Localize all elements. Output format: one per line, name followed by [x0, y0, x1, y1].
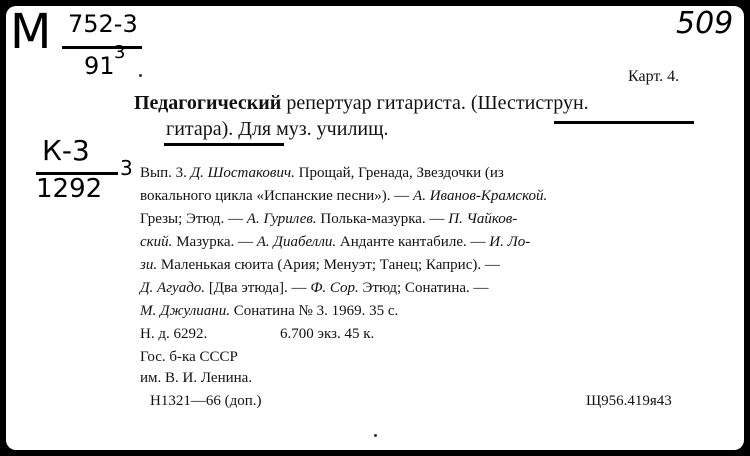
contents-fragment: ский. [140, 234, 173, 250]
contents-fragment: Этюд; Сонатина. — [358, 280, 489, 296]
classification-code: Щ956.419я43 [586, 393, 672, 409]
contents-fragment: Д. Агуадо. [140, 280, 206, 296]
contents-fragment: П. Чайков- [448, 211, 518, 227]
card-code: Н1321—66 (доп.) [150, 393, 262, 409]
contents-fragment: Вып. 3. [140, 165, 191, 181]
contents-fragment: Грезы; Этюд. — [140, 211, 247, 227]
title-underline-right [554, 121, 694, 124]
handwritten-shelf-number: 752-3 [68, 10, 138, 38]
library-line-1: Гос. б-ка СССР [140, 349, 238, 365]
ink-dot [139, 74, 142, 77]
title-line-1 [134, 92, 589, 115]
handwritten-letter: М [10, 6, 52, 60]
handwritten-sub-number: 91 [84, 52, 115, 80]
title-rest: репертуар гитариста. (Шестиструн. [286, 92, 589, 114]
contents-fragment: А. Диабелли. [256, 234, 337, 250]
ink-dot-bottom [374, 434, 377, 437]
contents-fragment: М. Джулиани. [140, 303, 230, 319]
library-line-2: им. В. И. Ленина. [140, 370, 253, 386]
contents-fragment: Полька-мазурка. — [316, 211, 449, 227]
title-bold: Педагогический [134, 92, 282, 114]
contents-fragment: И. Ло- [489, 234, 531, 250]
contents-line [140, 254, 700, 277]
contents-line [140, 162, 700, 185]
title-underline-left [164, 143, 284, 146]
contents-fragment: зи. [140, 257, 158, 273]
card-number: Карт. 4. [628, 68, 680, 85]
contents-fragment: Маленькая сюита (Ария; Менуэт; Танец; Каприс). — [157, 257, 500, 273]
contents-fragment: вокального цикла «Испанские песни»). — [140, 188, 414, 204]
contents-line [140, 277, 700, 300]
handwritten-code-top: К-3 [42, 134, 90, 167]
handwritten-code-bottom: 1292 [36, 174, 103, 204]
contents-line [140, 208, 700, 231]
handwritten-code-sup: 3 [120, 156, 133, 180]
contents-fragment: Мазурка. — [172, 234, 257, 250]
handwritten-fraction-bar [62, 46, 142, 49]
contents-line [140, 185, 700, 208]
contents-fragment: Сонатина № 3. 1969. 35 с. [229, 303, 399, 319]
copies-price: 6.700 экз. 45 к. [280, 326, 375, 342]
handwritten-page-number: 509 [676, 6, 734, 41]
contents-line [140, 231, 700, 254]
contents-fragment: Д. Шостакович. [190, 165, 295, 181]
order-number: Н. д. 6292. [140, 326, 208, 342]
contents-fragment: Прощай, Гренада, Звездочки (из [294, 165, 504, 181]
catalog-card [6, 6, 744, 450]
contents-fragment: Ф. Сор. [310, 280, 359, 296]
contents-fragment: [Два этюда]. — [205, 280, 311, 296]
handwritten-sup-number: 3 [114, 42, 126, 63]
contents-fragment: А. Иванов-Крамской. [413, 188, 548, 204]
contents-fragment: А. Гурилев. [246, 211, 317, 227]
contents-block [140, 162, 700, 323]
title-line-2: гитара). Для муз. училищ. [166, 118, 389, 140]
contents-fragment: Анданте кантабиле. — [336, 234, 490, 250]
contents-line [140, 300, 700, 323]
